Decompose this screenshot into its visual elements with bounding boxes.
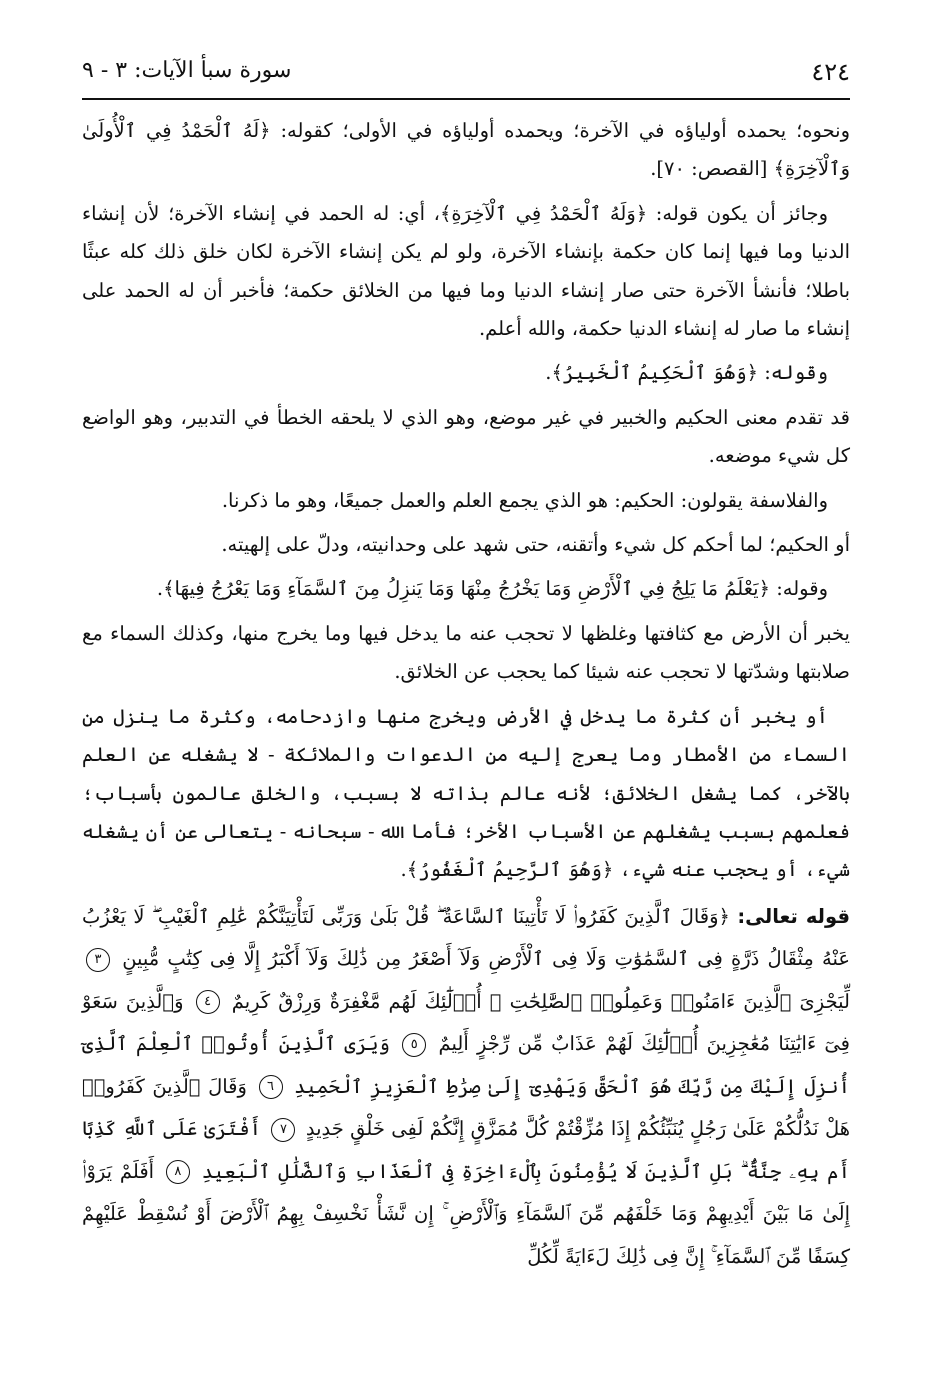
paragraph: أو الحكيم؛ لما أحكم كل شيء وأتقنه، حتى شهد على وحدانيته، ودلّ على إلهيته.: [221, 533, 850, 557]
paragraph: وجائز أن يكون قوله: ﴿وَلَهُ ٱلْحَمْدُ فِي ٱلْآخِرَةِ﴾، أي: له الحمد في إنشاء الآخرة؛ لأن إنشاء الدنيا وما فيها إنما كان حكمة بإنشاء الآخرة، ولو لم يكن إنشاء الآخرة لكان خلق ذلك كله عبثًا باطلا؛ فأنشأ الآخرة حتى صار إنشاء الدنيا وما فيها من الخلائق حكمة؛ فأخبر أن له الحمد على إنشاء ما صار له إنشاء الدنيا حكمة، والله أعلم.: [82, 201, 850, 341]
verse-text: أَفَلَمْ يَرَوْا۟ إِلَىٰ مَا بَيْنَ أَيْدِيهِمْ وَمَا خَلْفَهُم مِّنَ ٱلسَّمَآءِ وَٱلْأَرْضِ ۚ إِن نَّشَأْ نَخْسِفْ بِهِمُ ٱلْأَرْضَ أَوْ نُسْقِطْ عَلَيْهِمْ كِسَفًا مِّنَ ٱلسَّمَآءِ ۚ إِنَّ فِى ذَٰلِكَ لَءَايَةً لِّكُلِّ: [82, 1159, 850, 1268]
verse-text: لِّيَجْزِىَ ٱلَّذِينَ ءَامَنُوا۟ وَعَمِلُوا۟ ٱلصَّٰلِحَٰتِ ۚ أُو۟لَٰٓئِكَ لَهُم مَّغْفِرَةٌ وَرِزْقٌ كَرِيمٌ: [231, 989, 850, 1013]
page-header: [82, 58, 850, 98]
ayah-number-marker: ٥: [402, 1033, 426, 1057]
paragraph: ونحوه؛ يحمده أولياؤه في الآخرة؛ ويحمده أولياؤه في الأولى؛ كقوله: ﴿لَهُ ٱلْحَمْدُ فِي ٱلْأُولَىٰ وَٱلْآخِرَةِ﴾ [القصص: ٧٠].: [82, 119, 850, 181]
paragraph: وقوله: ﴿وَهُوَ ٱلْحَكِيمُ ٱلْخَبِيرُ﴾.: [545, 361, 828, 385]
verse-text: وَقَالَ ٱلَّذِينَ كَفَرُوا۟ هَلْ نَدُلُّكُمْ عَلَىٰ رَجُلٍ يُنَبِّئُكُمْ إِذَا مُزِّقْتُمْ كُلَّ مُمَزَّقٍ إِنَّكُمْ لَفِى خَلْقٍ جَدِيدٍ: [82, 1074, 851, 1141]
ayah-number-marker: ٧: [271, 1118, 295, 1142]
page-number: ٤٢٤: [811, 58, 850, 86]
paragraph: والفلاسفة يقولون: الحكيم: هو الذي يجمع العلم والعمل جميعًا، وهو ما ذكرنا.: [221, 488, 828, 512]
verse-text: وَٱلَّذِينَ سَعَوْ فِىٓ ءَايَٰتِنَا مُعَٰجِزِينَ أُو۟لَٰٓئِكَ لَهُمْ عَذَابٌ مِّن رِّجْزٍ أَلِيمٌ: [82, 989, 850, 1056]
quran-label: قوله تعالى:: [737, 904, 850, 928]
verse-text: ﴿وَقَالَ ٱلَّذِينَ كَفَرُوا۟ لَا تَأْتِينَا ٱلسَّاعَةُ ۖ قُلْ بَلَىٰ وَرَبِّى لَتَأْتِيَنَّكُمْ عَٰلِمِ ٱلْغَيْبِ ۖ لَا يَعْزُبُ عَنْهُ مِثْقَالُ ذَرَّةٍ فِى ٱلسَّمَٰوَٰتِ وَلَا فِى ٱلْأَرْضِ وَلَآ أَصْغَرُ مِن ذَٰلِكَ وَلَآ أَكْبَرُ إِلَّا فِى كِتَٰبٍ مُّبِينٍ: [82, 904, 850, 971]
ayah-number-marker: ٨: [166, 1160, 190, 1184]
ayah-number-marker: ٤: [196, 990, 220, 1014]
page-body: [82, 112, 850, 1278]
verse-text: أَفْتَرَىٰ عَلَى ٱللَّهِ كَذِبًا أَم بِهِۦ جِنَّةٌۢ ۗ بَلِ ٱلَّذِينَ لَا يُؤْمِنُونَ بِٱلْءَاخِرَةِ فِى ٱلْعَذَابِ وَٱلضَّلَٰلِ ٱلْبَعِيدِ: [82, 1117, 851, 1183]
header-rule: [82, 98, 850, 100]
paragraph: يخبر أن الأرض مع كثافتها وغلظها لا تحجب عنه ما يدخل فيها وما يخرج منها، وكذلك السماء مع صلابتها وشدّتها لا تحجب عنه شيئا كما يحجب عن الخلائق.: [82, 621, 850, 684]
paragraph: قد تقدم معنى الحكيم والخبير في غير موضع، وهو الذي لا يلحقه الخطأ في التدبير، وهو الواضع كل شيء موضعه.: [82, 405, 850, 468]
paragraph: أو يخبر أن كثرة ما يدخل في الأرض ويخرج منها وازدحامه، وكثرة ما ينزل من السماء من الأمطار وما يعرج إليه من الدعوات والملائكة - لا يشغله عن العلم بالآخر، كما يشغل الخلائق؛ لأنه عالم بذاته لا بسبب، والخلق عالمون بأسباب؛ فعلمهم بسبب يشغلهم عن الأسباب الأخر؛ فأما الله - سبحانه - يتعالى عن أن يشغله شيء، أو يحجب عنه شيء، ﴿وَهُوَ ٱلرَّحِيمُ ٱلْغَفُورُ﴾.: [82, 704, 850, 882]
paragraph: وقوله: ﴿يَعْلَمُ مَا يَلِجُ فِي ٱلْأَرْضِ وَمَا يَخْرُجُ مِنْهَا وَمَا يَنزِلُ مِنَ ٱلسَّمَآءِ وَمَا يَعْرُجُ فِيهَا﴾.: [156, 577, 828, 601]
verse-text: وَيَرَى ٱلَّذِينَ أُوتُوا۟ ٱلْعِلْمَ ٱلَّذِىٓ أُنزِلَ إِلَيْكَ مِن رَّبِّكَ هُوَ ٱلْحَقَّ وَيَهْدِىٓ إِلَىٰ صِرَٰطِ ٱلْعَزِيزِ ٱلْحَمِيدِ: [82, 1032, 851, 1098]
quran-passage: [82, 896, 850, 1279]
running-title: سورة سبأ الآيات: ٣ - ٩: [82, 58, 292, 83]
ayah-number-marker: ٣: [86, 948, 110, 972]
ayah-number-marker: ٦: [259, 1075, 283, 1099]
